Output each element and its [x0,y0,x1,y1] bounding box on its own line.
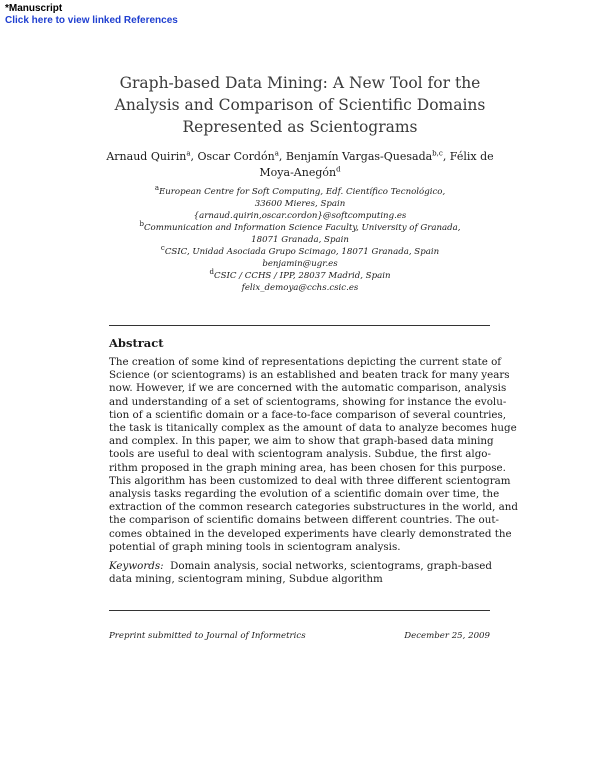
affiliation-text: CSIC / CCHS / IPP, 28037 Madrid, Spain [214,271,391,281]
abstract-line: extraction of the common research categories substructures in the world, and [109,501,518,514]
abstract-line: analysis tasks regarding the evolution of a scientific domain over time, the [109,488,500,501]
keywords-line [109,560,490,573]
author-list [100,149,500,181]
abstract-line: tools are useful to deal with scientogram analysis. Subdue, the first algo- [109,448,491,461]
affiliation-email: felix_demoya@cchs.csic.es [241,283,359,293]
affiliation-mark: d [336,165,341,174]
abstract-line: rithm proposed in the graph mining area, has been chosen for this purpose. [109,461,506,474]
page-footer [109,631,490,641]
affiliation-email: benjamin@ugr.es [262,259,338,269]
abstract-line: tion of a scientific domain or a face-to-face comparison of several countries, [109,408,507,421]
affiliation-mark: d [209,268,214,277]
preprint-date: December 25, 2009 [404,631,490,641]
affiliation-b [60,222,540,234]
abstract-line: This algorithm has been customized to deal with three different scientogram [109,474,511,487]
affiliation-mark: a [154,184,159,193]
abstract-line: the task is titanically complex as the amount of data to analyze becomes huge [109,422,517,435]
affiliation-text: European Centre for Soft Computing, Edf. Científico Tecnológico, [159,187,446,197]
paper-title [0,72,600,138]
title-line: Represented as Scientograms [182,118,418,136]
header-notice [5,3,178,27]
author-name: , Oscar Cordón [190,150,275,163]
affiliation-mark: c [160,244,165,253]
manuscript-label: *Manuscript [5,3,63,14]
abstract-line: and understanding of a set of scientograms, showing for instance the evolu- [109,395,507,408]
abstract-body [109,356,518,554]
abstract-line: and complex. In this paper, we aim to show that graph-based data mining [109,435,494,448]
keywords-label: Keywords: [109,560,164,572]
affiliation-mark: a [186,149,191,158]
author-line [100,149,500,165]
affiliation-text: CSIC, Unidad Asociada Grupo Scimago, 18071 Granada, Spain [164,247,440,257]
linked-references-link[interactable]: Click here to view linked References [5,15,178,26]
title-line: Analysis and Comparison of Scientific Domains [114,96,486,114]
keywords-text: Domain analysis, social networks, scientograms, graph-based [170,560,492,572]
author-name: Arnaud Quirin [106,150,187,163]
abstract-line: potential of graph mining tools in scientogram analysis. [109,540,401,553]
affiliation-mark: b,c [432,149,443,158]
keywords [109,560,490,586]
author-name: Moya-Anegón [259,166,337,179]
affiliations [60,186,540,294]
affiliation-a [60,186,540,198]
author-name: , Félix de [442,150,494,163]
author-line [100,165,500,181]
affiliation-mark: a [274,149,279,158]
preprint-note: Preprint submitted to Journal of Informetrics [109,631,306,641]
keywords-text: data mining, scientogram mining, Subdue algorithm [109,573,383,586]
abstract-line: The creation of some kind of representations depicting the current state of [109,356,502,368]
affiliation-text: 33600 Mieres, Spain [254,199,346,209]
affiliation-email: {arnaud.quirin,oscar.cordon}@softcomputing.es [193,211,407,221]
affiliation-c [60,246,540,258]
affiliation-d [60,270,540,282]
abstract-line: the comparison of scientific domains between different countries. The out- [109,514,499,527]
abstract-bottom-rule [109,610,490,611]
abstract-line: now. However, if we are concerned with the automatic comparison, analysis [109,382,507,395]
abstract-heading: Abstract [109,336,164,350]
abstract-line: comes obtained in the developed experiments have clearly demonstrated the [109,527,512,540]
author-name: , Benjamín Vargas-Quesada [278,150,433,163]
abstract-line: Science (or scientograms) is an established and beaten track for many years [109,369,510,382]
affiliation-mark: b [139,220,144,229]
abstract-top-rule [109,325,490,326]
affiliation-text: Communication and Information Science Faculty, University of Granada, [143,223,461,233]
title-line: Graph-based Data Mining: A New Tool for the [119,74,481,92]
affiliation-text: 18071 Granada, Spain [251,235,349,245]
